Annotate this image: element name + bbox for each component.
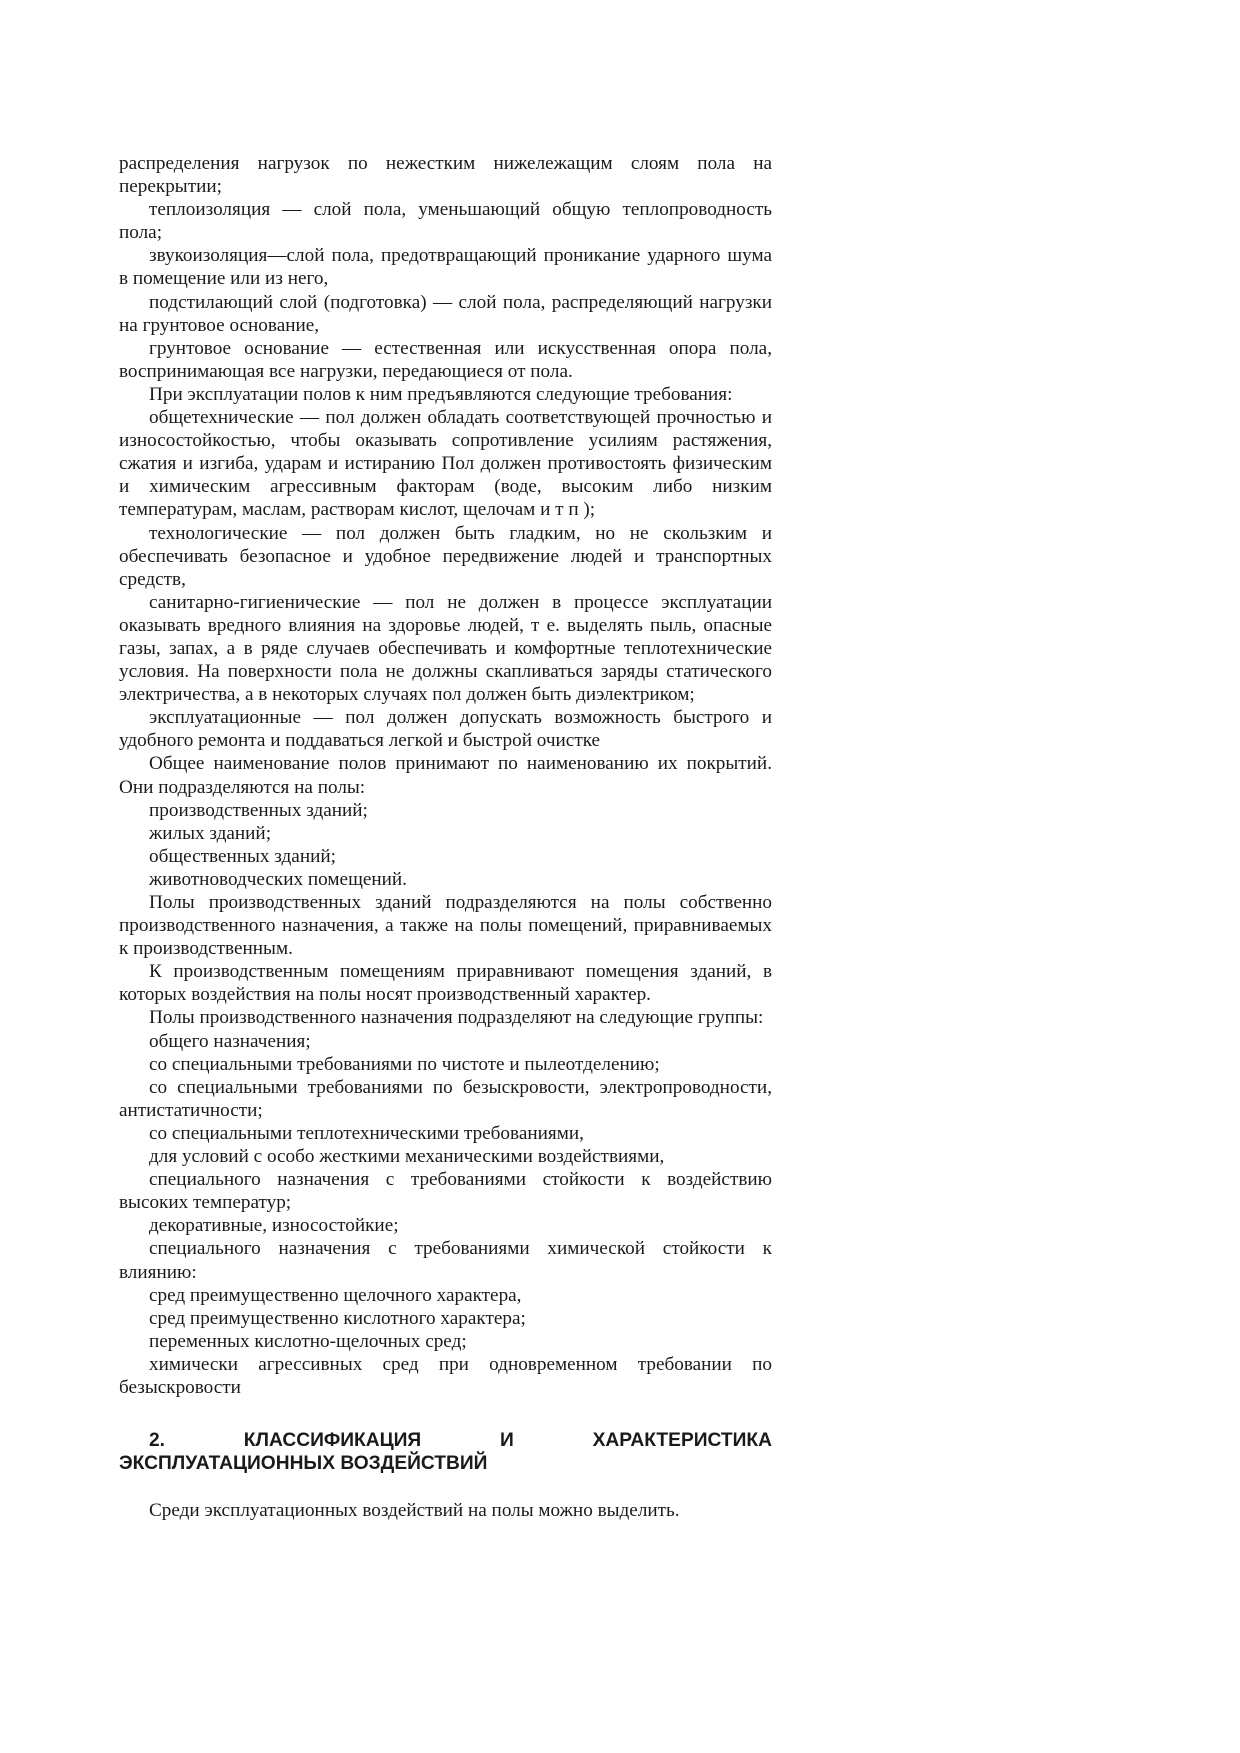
list-item: декоративные, износостойкие; [149,1215,399,1237]
paragraph-2: теплоизоляция — слой пола, уменьшающий общую теплопроводность пола; [119,199,772,244]
paragraph-7: общетехнические — пол должен обладать соответствующей прочностью и износостойкостью, чтобы оказывать сопротивление усилиям растяжения, сжатия и изгиба, ударам и истиранию Пол должен противостоять физическим и химическим агрессивным факторам (воде, высоким либо низким температурам, маслам, растворам кислот, щелочам и т п ); [119,407,772,521]
list-item: животноводческих помещений. [149,868,407,890]
list-item: жилых зданий; [149,822,272,844]
list-item: со специальными требованиями по чистоте и пылеотделению; [149,1053,660,1075]
paragraph-11: Общее наименование полов принимают по наименованию их покрытий. Они подразделяются на полы: [119,753,772,798]
list-item: со специальными теплотехническими требованиями, [149,1122,584,1144]
list-item: специального назначения с требованиями стойкости к воздействию высоких температур; [119,1169,772,1214]
paragraph-9: санитарно-гигиенические — пол не должен в процессе эксплуатации оказывать вредного влияния на здоровье людей, т е. выделять пыль, опасные газы, запах, а в ряде случаев обеспечивать и комфортные теплотехнические условия. На поверхности пола не должны скапливаться заряды статического электричества, а в некоторых случаях пол должен быть диэлектриком; [119,591,772,706]
paragraph-8: технологические — пол должен быть гладким, но не скользким и обеспечивать безопасное и удобное передвижение людей и транспортных средств, [119,522,772,590]
section-heading: 2. КЛАССИФИКАЦИЯ И ХАРАКТЕРИСТИКА ЭКСПЛУАТАЦИОННЫХ ВОЗДЕЙСТВИЙ [119,1430,772,1475]
paragraph-1: распределения нагрузок по нежестким нижележащим слоям пола на перекрытии; [119,153,772,198]
list-item: со специальными требованиями по безыскровости, электропроводности, антистатичности; [119,1076,772,1121]
paragraph-6: При эксплуатации полов к ним предъявляются следующие требования: [149,383,733,405]
list-item: общественных зданий; [149,845,336,867]
paragraph-17: К производственным помещениям приравнивают помещения зданий, в которых воздействия на полы носят производственный характер. [119,961,772,1006]
list-item: переменных кислотно-щелочных сред; [149,1330,467,1352]
paragraph-16: Полы производственных зданий подразделяются на полы собственно производственного назначения, а также на полы помещений, приравниваемых к производственным. [119,892,772,960]
paragraph-3: звукоизоляция—слой пола, предотвращающий проникание ударного шума в помещение или из него, [119,245,772,290]
list-item: общего назначения; [149,1030,311,1052]
paragraph-18: Полы производственного назначения подразделяют на следующие группы: [149,1007,764,1029]
list-item: для условий с особо жесткими механическими воздействиями, [149,1146,665,1168]
list-item: сред преимущественно щелочного характера, [149,1284,522,1306]
list-item: производственных зданий; [149,799,368,821]
paragraph-10: эксплуатационные — пол должен допускать возможность быстрого и удобного ремонта и поддаваться легкой и быстрой очистке [119,707,772,752]
document-page [119,152,772,1522]
closing-paragraph: Среди эксплуатационных воздействий на полы можно выделить. [149,1500,680,1522]
list-item: специального назначения с требованиями химической стойкости к влиянию: [119,1238,772,1283]
paragraph-5: грунтовое основание — естественная или искусственная опора пола, воспринимающая все нагрузки, передающиеся от пола. [119,337,772,382]
paragraph-4: подстилающий слой (подготовка) — слой пола, распределяющий нагрузки на грунтовое основание, [119,291,772,336]
list-item: химически агрессивных сред при одновременном требовании по безыскровости [119,1353,772,1398]
list-item: сред преимущественно кислотного характера; [149,1307,526,1329]
